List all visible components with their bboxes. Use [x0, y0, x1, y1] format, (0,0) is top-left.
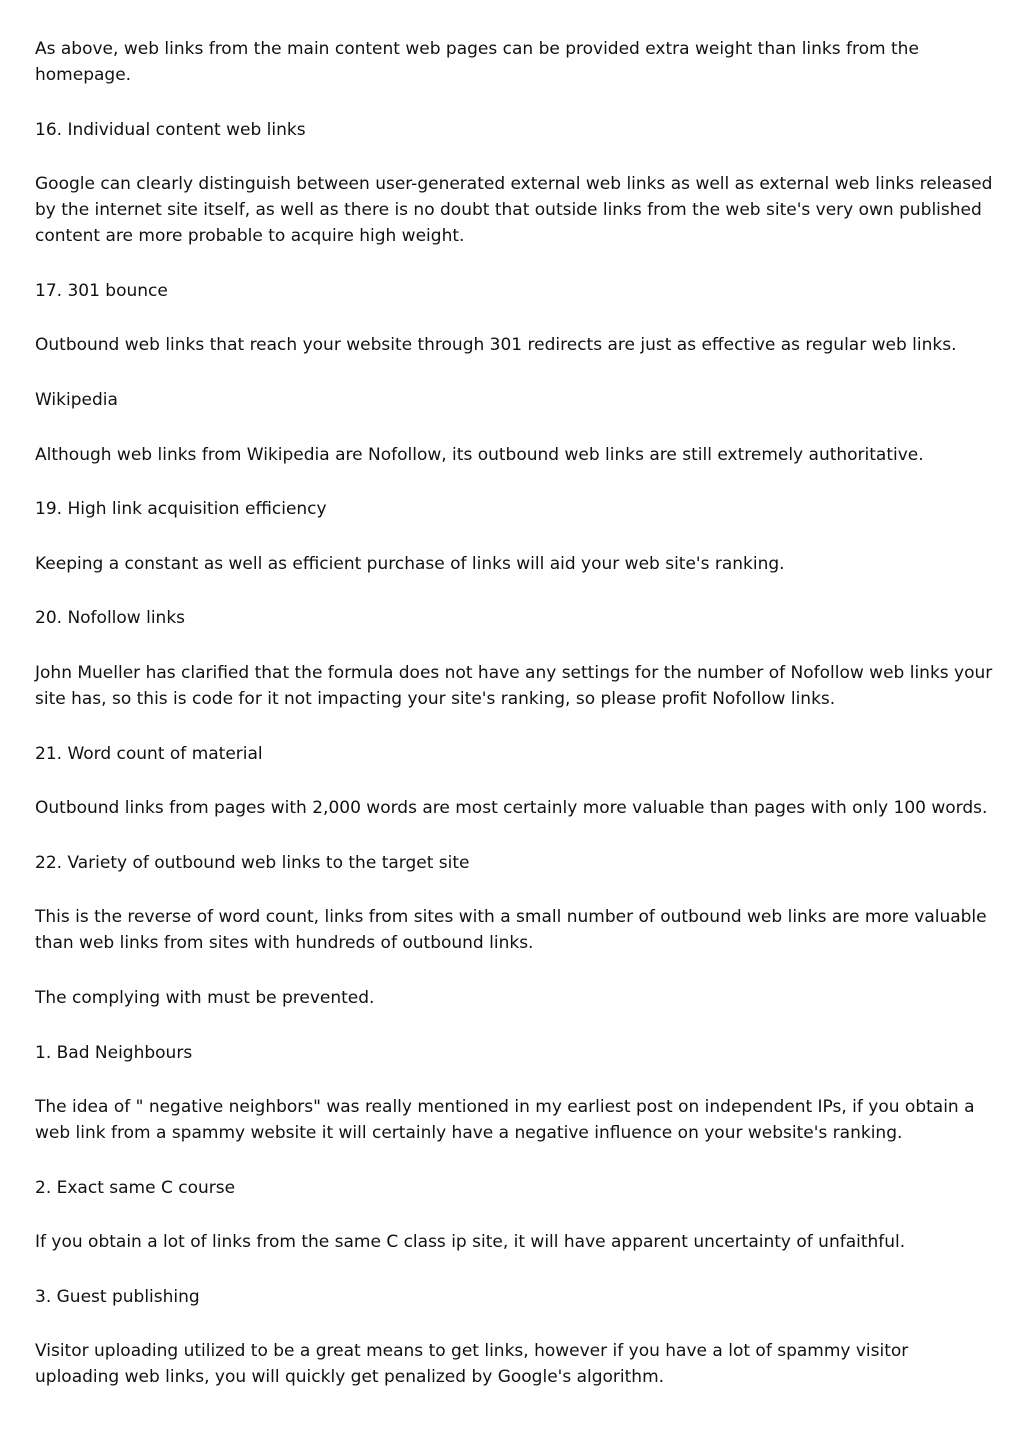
paragraph-user-generated-links: Google can clearly distinguish between user-generated external web links as well as external web links released by the internet site itself, as well as there is no doubt that outside links from the web site's very own published content are more probable to acquire high weight. — [35, 174, 993, 247]
heading-bad-neighbours: 1. Bad Neighbours — [35, 1042, 193, 1063]
paragraph-301-redirects: Outbound web links that reach your website through 301 redirects are just as effective as regular web links. — [35, 335, 957, 356]
paragraph-link-purchase: Keeping a constant as well as efficient purchase of links will aid your web site's ranking. — [35, 553, 785, 574]
paragraph-visitor-uploading: Visitor uploading utilized to be a great means to get links, however if you have a lot of spammy visitor uploading web links, you will quickly get penalized by Google's algorithm. — [35, 1341, 909, 1388]
document-body — [35, 36, 995, 1419]
heading-outbound-variety: 22. Variety of outbound web links to the target site — [35, 852, 470, 873]
heading-nofollow-links: 20. Nofollow links — [35, 608, 186, 629]
paragraph-avoid-intro: The complying with must be prevented. — [35, 987, 375, 1008]
heading-word-count: 21. Word count of material — [35, 743, 263, 764]
paragraph-john-mueller: John Mueller has clarified that the formula does not have any settings for the number of Nofollow web links your site has, so this is code for it not impacting your site's ranking, so please profit Nofollow links. — [35, 662, 993, 709]
heading-individual-content-links: 16. Individual content web links — [35, 119, 306, 140]
paragraph-outbound-variety: This is the reverse of word count, links from sites with a small number of outbound web links are more valuable than web links from sites with hundreds of outbound links. — [35, 907, 987, 954]
heading-link-acquisition-efficiency: 19. High link acquisition efficiency — [35, 499, 327, 520]
paragraph-word-count: Outbound links from pages with 2,000 words are most certainly more valuable than pages with only 100 words. — [35, 798, 988, 819]
paragraph-wikipedia-links: Although web links from Wikipedia are Nofollow, its outbound web links are still extremely authoritative. — [35, 444, 924, 465]
paragraph-c-class-ip: If you obtain a lot of links from the same C class ip site, it will have apparent uncertainty of unfaithful. — [35, 1232, 906, 1253]
heading-301-bounce: 17. 301 bounce — [35, 280, 168, 301]
paragraph-main-content-weight: As above, web links from the main content web pages can be provided extra weight than links from the homepage. — [35, 39, 919, 85]
heading-guest-publishing: 3. Guest publishing — [35, 1286, 200, 1307]
paragraph-negative-neighbors: The idea of " negative neighbors" was really mentioned in my earliest post on independent IPs, if you obtain a web link from a spammy website it will certainly have a negative influence on your website's ranking. — [35, 1097, 975, 1144]
heading-wikipedia: Wikipedia — [35, 389, 118, 410]
heading-same-c-course: 2. Exact same C course — [35, 1177, 236, 1198]
